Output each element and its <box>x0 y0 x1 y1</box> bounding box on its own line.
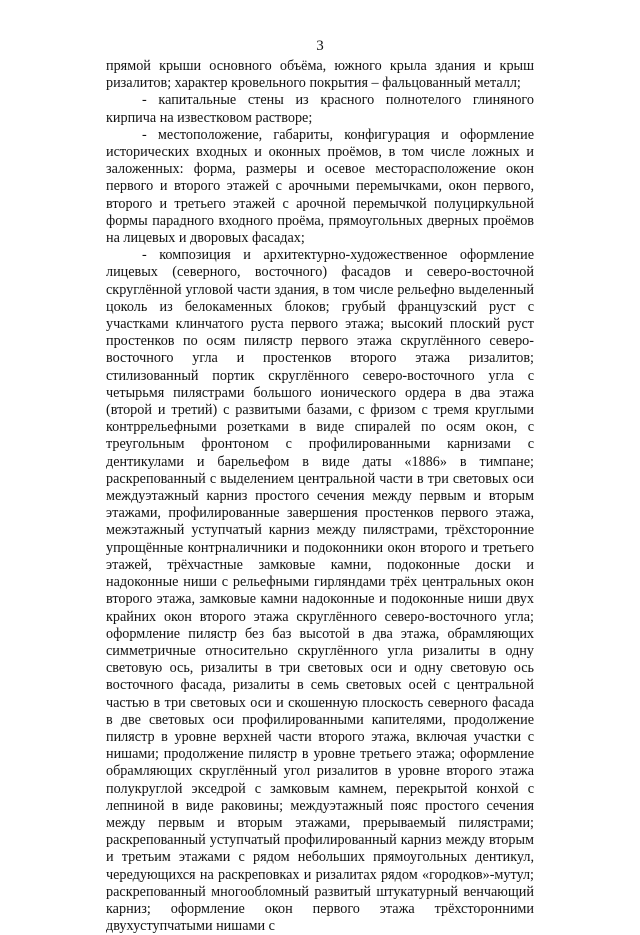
paragraph-roof: прямой крыши основного объёма, южного крыла здания и крыш ризалитов; характер кровельного покрытия – фальцованный металл; <box>106 58 534 92</box>
paragraph-facades: - композиция и архитектурно-художественное оформление лицевых (северного, восточного) фасадов и северо-восточной скруглённой угловой части здания, в том числе рельефно выделенный цоколь из белокаменных блоков; грубый французский руст с участками клинчатого руста первого этажа; высокий плоский руст простенков по осям пилястр первого этажа скруглённого северо-восточного угла и простенков второго этажа ризалитов; стилизованный портик скруглённого северо-восточного угла с четырьмя пилястрами большого ионического ордера в два этажа (второй и третий) с развитыми базами, с фризом с тремя круглыми контррельефными розетками в виде спиралей по осям окон, с треугольным фронтоном с профилированными карнизами с дентикулами и барельефом в виде даты «1886» в тимпане; раскрепованный с выделением центральной части в три световых оси междуэтажный карниз простого сечения между первым и вторым этажами, профилированные завершения простенков первого этажа, межэтажный уступчатый карниз между пилястрами, трёхсторонние упрощённые контрналичники и подоконники окон второго и третьего этажей, трёхчастные замковые камни, подоконные доски и надоконные ниши с рельефными гирляндами трёх центральных окон второго этажа, замковые камни надоконные и подоконные ниши двух крайних окон второго этажа скруглённого северо-восточного угла; оформление пилястр без баз высотой в два этажа, обрамляющих симметричные относительно скруглённого угла ризалиты в одну световую ось, ризалиты в три световых оси и одну световую ось восточного фасада, ризалиты в семь световых осей с центральной частью в три световых оси и скошенную плоскость северного фасада в две световых оси профилированными капителями, продолжение пилястр в уровне верхней части второго этажа, включая участки с нишами; продолжение пилястр в уровне третьего этажа; оформление обрамляющих скруглённый угол ризалитов в уровне второго этажа полукруглой экседрой с замковым камнем, перекрытой конхой с лепниной в виде раковины; междуэтажный пояс простого сечения между первым и вторым этажами, прерываемый пилястрами; раскрепованный уступчатый профилированный карниз между вторым и третьим этажами с рядом небольших прямоугольных дентикул, чередующихся на раскреповках и ризалитах рядом «городков»-мутул; раскрепованный многообломный развитый штукатурный венчающий карниз; оформление окон первого этажа трёхсторонними двухуступчатыми нишами с <box>106 247 534 935</box>
body-text <box>106 58 534 935</box>
paragraph-openings: - местоположение, габариты, конфигурация и оформление исторических входных и оконных проёмов, в том числе ложных и заложенных: форма, размеры и осевое месторасположение окон первого и второго этажей с арочными перемычками, окон первого, второго и третьего этажей с арочной перемычкой полуциркульной формы парадного входного проёма, прямоугольных дверных проёмов на лицевых и дворовых фасадах; <box>106 126 534 247</box>
page-number: 3 <box>316 38 324 54</box>
paragraph-walls: - капитальные стены из красного полнотелого глиняного кирпича на известковом растворе; <box>106 92 534 126</box>
